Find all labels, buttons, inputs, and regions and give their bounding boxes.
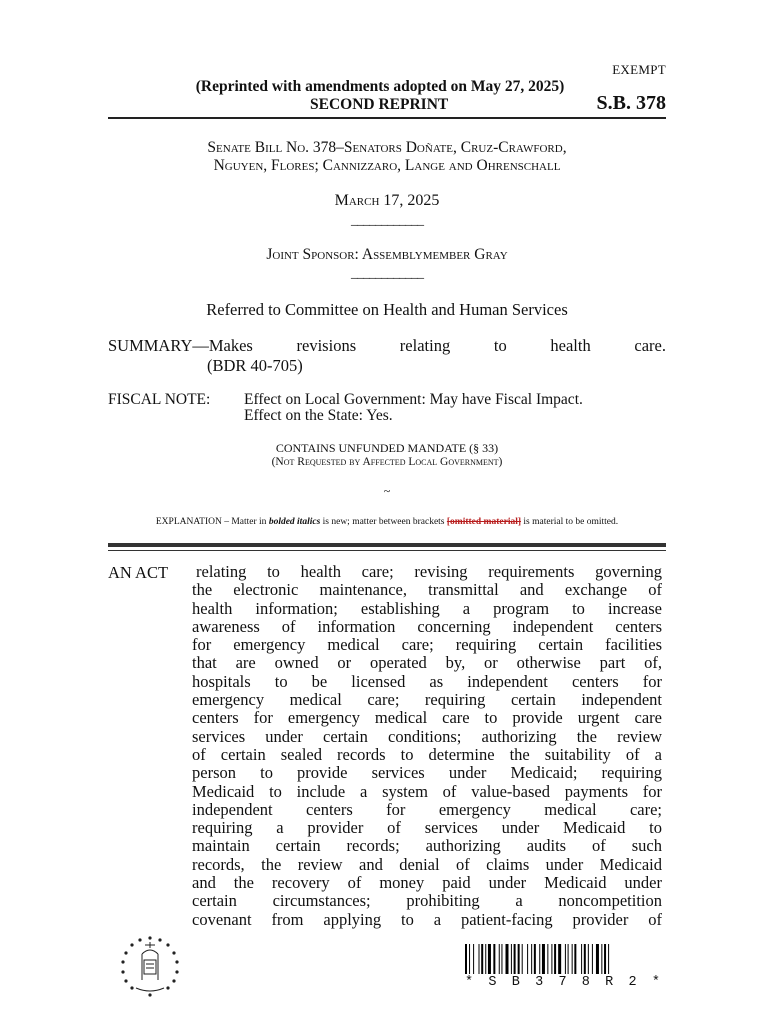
- section-divider-thin: [108, 550, 666, 551]
- barcode-bar: [592, 944, 593, 974]
- barcode-bar: [511, 944, 512, 974]
- barcode-char: 7: [558, 975, 568, 990]
- act-line: relating to health care; revising requirements governing: [196, 562, 662, 581]
- fiscal-note-state: Effect on the State: Yes.: [244, 407, 393, 424]
- summary-word: SUMMARY—Makes: [108, 336, 253, 355]
- explanation-italic: bolded italics: [268, 517, 321, 527]
- bill-title-line-2: Nguyen, Flores; Cannizzaro, Lange and Ohrenschall: [213, 157, 561, 174]
- barcode-bar: [522, 944, 523, 974]
- barcode-bar: [506, 944, 509, 974]
- act-line: hospitals to be licensed as independent centers for: [192, 671, 662, 691]
- explanation-middle: is new; matter between brackets: [320, 517, 447, 527]
- barcode-bar: [534, 944, 536, 974]
- date-divider: ____________: [351, 213, 423, 228]
- summary-word: relating: [399, 336, 451, 355]
- barcode-bar: [469, 944, 470, 974]
- sponsor-divider: ____________: [351, 266, 423, 281]
- explanation-note: [108, 517, 666, 527]
- barcode-char: S: [488, 975, 498, 990]
- barcode-bar: [485, 944, 486, 974]
- act-line: and the recovery of money paid under Medicaid under: [192, 873, 662, 893]
- exempt-label: EXEMPT: [612, 62, 666, 77]
- barcode-bar: [547, 944, 548, 974]
- barcode-bar: [604, 944, 606, 974]
- barcode-char: 2: [628, 975, 638, 990]
- barcode-char: R: [605, 975, 615, 990]
- bdr-number: (BDR 40-705): [207, 356, 303, 375]
- act-line: requiring a provider of services under Medicaid to: [192, 818, 662, 838]
- barcode-bar: [558, 944, 561, 974]
- act-line: of certain sealed records to determine the suitability of a: [192, 744, 662, 764]
- barcode-label: [465, 975, 661, 990]
- barcode-bar: [527, 944, 528, 974]
- explanation-prefix: EXPLANATION – Matter in: [155, 517, 269, 527]
- barcode-char: B: [511, 975, 521, 990]
- explanation-suffix: is material to be omitted.: [521, 517, 619, 527]
- bill-number: S.B. 378: [596, 92, 666, 114]
- barcode-bar: [501, 944, 502, 974]
- act-line: Medicaid to include a system of value-based payments for: [192, 781, 662, 801]
- act-body: [192, 563, 662, 929]
- act-line: certain circumstances; prohibiting a noncompetition: [192, 891, 662, 911]
- act-line: that are owned or operated by, or otherwise part of,: [192, 653, 662, 673]
- barcode-bar: [568, 944, 569, 974]
- joint-sponsor: Joint Sponsor: Assemblymember Gray: [266, 246, 508, 263]
- barcode-bar: [518, 944, 520, 974]
- barcode-bar: [542, 944, 545, 974]
- bill-date: March 17, 2025: [334, 192, 440, 209]
- barcode-bar: [572, 944, 573, 974]
- section-divider-thick: [108, 543, 666, 547]
- act-line: independent centers for emergency medical care;: [192, 799, 662, 819]
- barcode-char: 3: [535, 975, 545, 990]
- act-line: services under certain conditions; authorizing the review: [192, 726, 662, 746]
- barcode-bar: [608, 944, 609, 974]
- barcode-char: *: [465, 975, 475, 990]
- act-line: person to provide services under Medicaid; requiring: [192, 763, 662, 783]
- barcode-icon: [465, 944, 661, 974]
- act-line: for emergency medical care; requiring certain facilities: [192, 635, 662, 655]
- barcode-bar: [574, 944, 576, 974]
- barcode-char: *: [651, 975, 661, 990]
- barcode-bar: [514, 944, 516, 974]
- mandate-qualifier: (Not Requested by Affected Local Government): [271, 456, 503, 468]
- barcode-bar: [481, 944, 483, 974]
- act-line: covenant from applying to a patient-facing provider of: [192, 909, 662, 929]
- header-divider: [108, 117, 666, 119]
- summary-word: revisions: [296, 336, 357, 355]
- barcode-bar: [465, 944, 467, 974]
- barcode-bar: [581, 944, 582, 974]
- act-line: emergency medical care; requiring certain independent: [192, 690, 662, 710]
- barcode-bar: [488, 944, 491, 974]
- barcode-bar: [493, 944, 495, 974]
- summary-line: [108, 336, 666, 356]
- act-line: centers for emergency medical care to provide urgent care: [192, 708, 662, 728]
- act-line: the electronic maintenance, transmittal and exchange of: [192, 580, 662, 600]
- barcode-bar: [601, 944, 602, 974]
- summary-word: care.: [634, 336, 666, 355]
- barcode-char: 8: [581, 975, 591, 990]
- barcode-bar: [565, 944, 566, 974]
- fiscal-note-label: FISCAL NOTE:: [108, 391, 211, 408]
- barcode-bar: [584, 944, 586, 974]
- barcode-bar: [473, 944, 474, 974]
- fiscal-note-local: Effect on Local Government: May have Fiscal Impact.: [244, 391, 583, 408]
- summary-word: health: [550, 336, 591, 355]
- barcode-bar: [539, 944, 540, 974]
- barcode-bar: [551, 944, 552, 974]
- bill-title-line-1: Senate Bill No. 378–Senators Doñate, Cruz-Crawford,: [207, 139, 567, 156]
- committee-referral: Referred to Committee on Health and Human Services: [206, 300, 568, 319]
- barcode-bar: [499, 944, 500, 974]
- section-ornament: ~: [383, 484, 391, 498]
- barcode-bar: [531, 944, 532, 974]
- unfunded-mandate: CONTAINS UNFUNDED MANDATE (§ 33): [275, 441, 499, 455]
- nevada-state-seal-icon: [112, 934, 188, 998]
- explanation-omitted: [omitted material]: [446, 517, 522, 527]
- act-line: awareness of information concerning independent centers: [192, 616, 662, 636]
- reprint-note: (Reprinted with amendments adopted on May 27, 2025): [195, 78, 565, 95]
- act-line: records, the review and denial of claims under Medicaid: [192, 854, 662, 874]
- reprint-label: SECOND REPRINT: [310, 96, 449, 113]
- act-line: health information; establishing a program to increase: [192, 598, 662, 618]
- barcode-bar: [479, 944, 480, 974]
- act-line: maintain certain records; authorizing audits of such: [192, 836, 662, 856]
- barcode-bar: [554, 944, 556, 974]
- act-label: AN ACT: [108, 563, 169, 582]
- summary-word: to: [493, 336, 507, 355]
- barcode-bar: [588, 944, 589, 974]
- barcode-bar: [596, 944, 599, 974]
